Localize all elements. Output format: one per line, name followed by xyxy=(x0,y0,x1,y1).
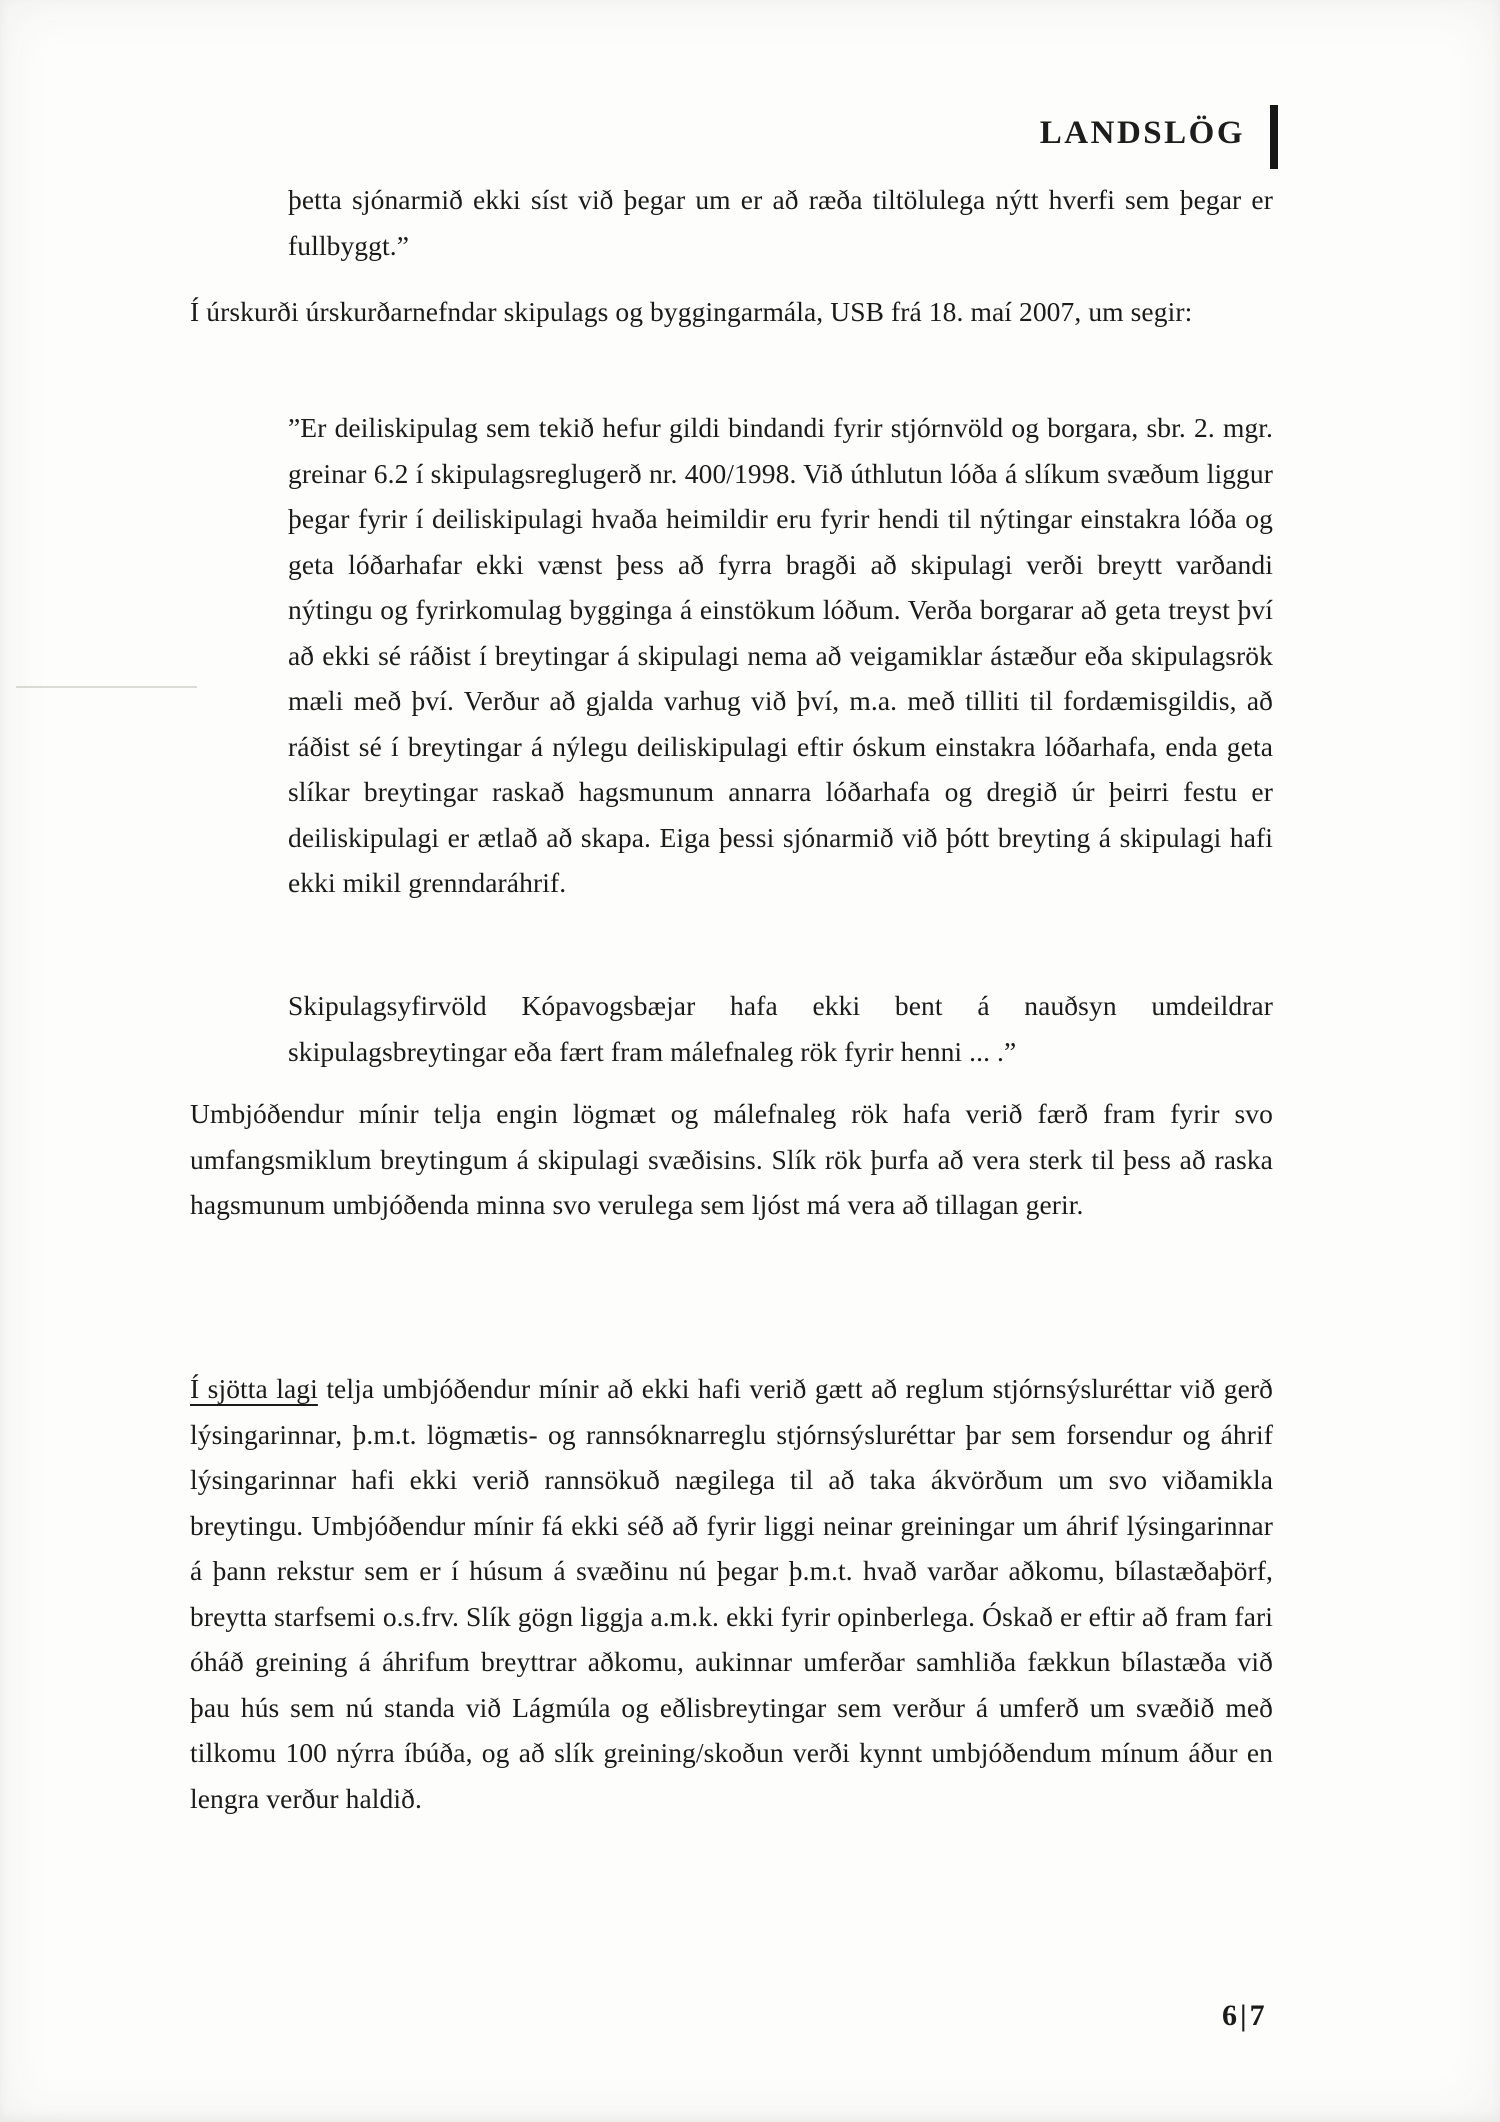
intro-paragraph: Í úrskurði úrskurðarnefndar skipulags og byggingarmála, USB frá 18. maí 2007, um segir: xyxy=(190,296,1193,327)
ruling-quote-paragraph-2: Skipulagsyfirvöld Kópavogsbæjar hafa ekki bent á nauðsyn umdeildrar skipulagsbreytingar eða fært fram málefnaleg rök fyrir henni ... .” xyxy=(288,990,1273,1067)
brand-logo-text: LANDSLÖG xyxy=(1039,114,1245,151)
scan-artifact-line xyxy=(16,686,197,688)
sixth-point-underlined-lead: Í sjötta lagi xyxy=(190,1373,318,1404)
letterhead xyxy=(1040,97,1278,169)
page-number: 6|7 xyxy=(1222,1999,1268,2032)
sixth-point-text: telja umbjóðendur mínir að ekki hafi verið gætt að reglum stjórnsýsluréttar við gerð lýsingarinnar, þ.m.t. lögmætis- og rannsóknarreglu stjórnsýsluréttar þar sem forsendur og áhrif lýsingarinnar hafi ekki verið rannsökuð nægilega til að taka ákvörðum um svo viðamikla breytingu. Umbjóðendur mínir fá ekki séð að fyrir liggi neinar greiningar um áhrif lýsingarinnar á þann rekstur sem er í húsum á svæðinu nú þegar þ.m.t. hvað varðar aðkomu, bílastæðaþörf, breytta starfsemi o.s.frv. Slík gögn liggja a.m.k. ekki fyrir opinberlega. Óskað er eftir að fram fari óháð greining á áhrifum breyttrar aðkomu, aukinnar umferðar samhliða fækkun bílastæða við þau hús sem nú standa við Lágmúla og eðlisbreytingar sem verður á umferð um svæðið með tilkomu 100 nýrra íbúða, og að slík greining/skoðun verði kynnt umbjóðendum mínum áður en lengra verður haldið. xyxy=(190,1373,1273,1814)
ruling-quote-paragraph-1: ”Er deiliskipulag sem tekið hefur gildi bindandi fyrir stjórnvöld og borgara, sbr. 2. mgr. greinar 6.2 í skipulagsreglugerð nr. 400/1998. Við úthlutun lóða á slíkum svæðum liggur þegar fyrir í deiliskipulagi hvaða heimildir eru fyrir hendi til nýtingar einstakra lóða og geta lóðarhafar ekki vænst þess að fyrra bragði að skipulagi verði breytt varðandi nýtingu og fyrirkomulag bygginga á einstökum lóðum. Verða borgarar að geta treyst því að ekki sé ráðist í breytingar á skipulagi nema að veigamiklar ástæður eða skipulagsrök mæli með því. Verður að gjalda varhug við því, m.a. með tilliti til fordæmisgildis, að ráðist sé í breytingar á nýlegu deiliskipulagi eftir óskum einstakra lóðarhafa, enda geta slíkar breytingar raskað hagsmunum annarra lóðarhafa og dregið úr þeirri festu er deiliskipulagi er ætlað að skapa. Eiga þessi sjónarmið við þótt breyting á skipulagi hafi ekki mikil grenndaráhrif. xyxy=(288,412,1273,898)
quote-continuation-paragraph: þetta sjónarmið ekki síst við þegar um er að ræða tiltölulega nýtt hverfi sem þegar er fullbyggt.” xyxy=(288,184,1273,261)
argument-paragraph: Umbjóðendur mínir telja engin lögmæt og málefnaleg rök hafa verið færð fram fyrir svo umfangsmiklum breytingum á skipulagi svæðisins. Slík rök þurfa að vera sterk til þess að raska hagsmunum umbjóðenda minna svo verulega sem ljóst má vera að tillagan gerir. xyxy=(190,1098,1273,1220)
brand-logo-bar xyxy=(1270,105,1278,169)
sixth-point-paragraph xyxy=(190,1366,1273,1821)
